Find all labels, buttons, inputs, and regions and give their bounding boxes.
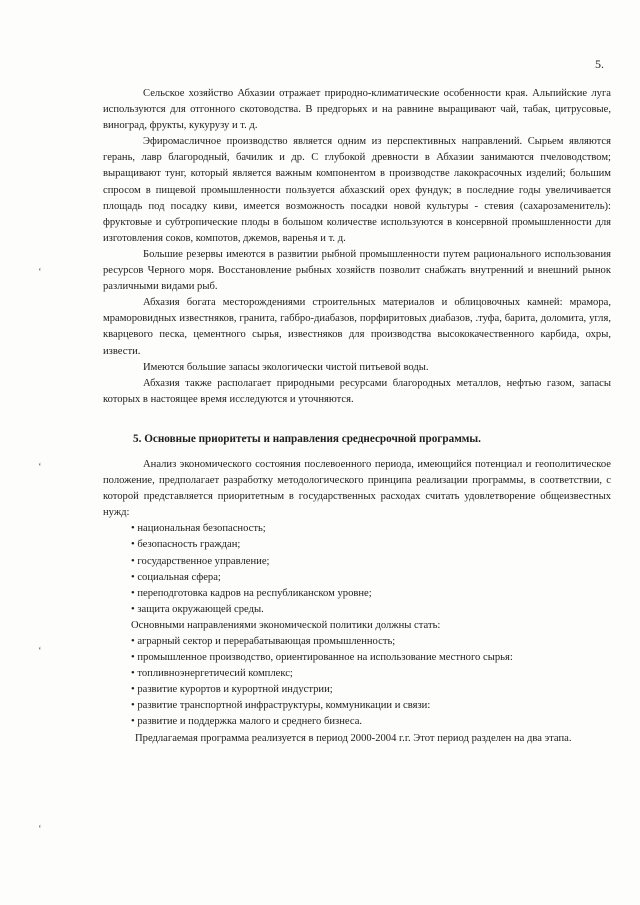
list-item: • государственное управление; xyxy=(131,554,611,570)
paragraph-drinking-water: Имеются большие запасы экологически чистой питьевой воды. xyxy=(143,361,429,373)
list-item: • развитие транспортной инфраструктуры, коммуникации и связи: xyxy=(131,698,611,714)
paragraph-agriculture: Сельское хозяйство Абхазии отражает природно-климатические особенности края. Альпийские луга используются для отгонного скотоводства. В предгорьях и на равнине выращивают чай, табак, цитрусовые, виноград, фрукты, кукурузу и т. д. xyxy=(103,88,611,132)
margin-mark: ‘ xyxy=(38,266,42,278)
margin-mark: ‘ xyxy=(38,823,42,835)
directions-list xyxy=(103,634,611,731)
section-heading: 5. Основные приоритеты и направления среднесрочной программы. xyxy=(133,432,481,445)
margin-mark: ‘ xyxy=(38,645,42,657)
paragraph-essential-oils: Эфиромасличное производство является одним из перспективных направлений. Сырьем являются герань, лавр благородный, бачилик и др. С глубокой древности в Абхазии занимаются пчеловодством; выращивают тунг, который является важным компонентом в производстве лакокрасочных изделий; большим спросом в пищевой промышленности пользуется абхазский орех фундук; в последние годы увеличивается площадь под посадку киви, имеется возможность посадки новой культуры - стевия (сахарозаменитель): фруктовые и субтропические плоды в большом количестве используются в консервной промышленности для изготовления соков, компотов, джемов, варенья и т. д. xyxy=(103,136,611,244)
margin-mark: ‘ xyxy=(38,461,42,473)
list-item: • национальная безопасность; xyxy=(131,521,611,537)
list-item: • развитие и поддержка малого и среднего бизнеса. xyxy=(131,714,611,730)
list-item: • аграрный сектор и перерабатывающая промышленность; xyxy=(131,634,611,650)
list-item: • защита окружающей среды. xyxy=(131,602,611,618)
list-item: • социальная сфера; xyxy=(131,570,611,586)
page-number: 5. xyxy=(595,57,604,71)
list-item: • топливноэнергетичесий комплекс; xyxy=(131,666,611,682)
list-item: • развитие курортов и курортной индустрии; xyxy=(131,682,611,698)
paragraph-directions-intro: Основными направлениями экономической политики должны стать: xyxy=(131,619,441,631)
paragraph-closing: Предлагаемая программа реализуется в период 2000-2004 г.г. Этот период разделен на два этапа. xyxy=(135,732,572,744)
list-item: • переподготовка кадров на республиканском уровне; xyxy=(131,586,611,602)
paragraph-fishing: Большие резервы имеются в развитии рыбной промышленности путем рационального использования ресурсов Черного моря. Восстановление рыбных хозяйств позволит снабжать внутренний и внешний рынок различными видами рыб. xyxy=(103,248,611,293)
paragraph-metals: Абхазия также располагает природными ресурсами благородных металлов, нефтью газом, запасы которых в настоящее время исследуются и уточняются. xyxy=(103,377,611,405)
paragraph-analysis: Анализ экономического состояния послевоенного периода, имеющийся потенциал и геополитическое положение, предполагает разработку методологического принципа реализации программы, в соответствии, с которой представляется приоритетным в государственных расходах считать удовлетворение общеизвестных нужд: xyxy=(103,458,611,519)
document-body xyxy=(103,86,611,747)
list-item: • промышленное производство, ориентированное на использование местного сырья: xyxy=(131,650,611,666)
needs-list xyxy=(103,521,611,618)
list-item: • безопасность граждан; xyxy=(131,537,611,553)
paragraph-building-materials: Абхазия богата месторождениями строительных материалов и облицовочных камней: мрамора, мраморовидных известняков, гранита, габбро-диабазов, порфиритовых диабазов, .туфа, барита, доломита, угля, кварцевого песка, цементного сырья, известняков для производства высококачественного карбида, охры, извести. xyxy=(103,297,611,357)
